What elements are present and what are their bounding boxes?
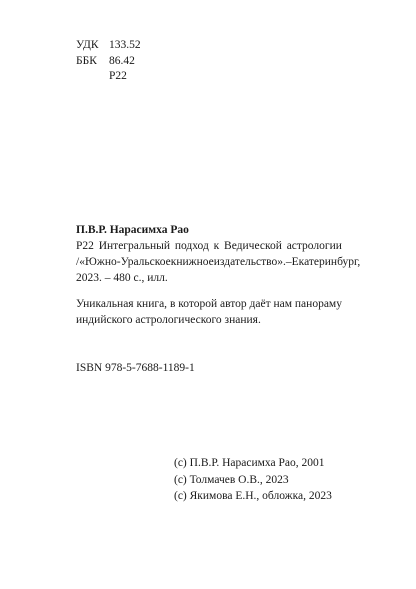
word: подход [174, 240, 209, 252]
udc-row [76, 38, 141, 54]
classification-block [76, 38, 141, 85]
bib-line [76, 254, 361, 270]
bibliographic-description [76, 238, 361, 286]
word: /«Южно-Уральское [76, 256, 171, 268]
author-sign-row [76, 69, 141, 85]
word: которой [178, 298, 218, 310]
bbk-value: 86.42 [109, 54, 135, 67]
bbk-label: ББК [76, 54, 97, 67]
author-heading: П.В.Р. Нарасимха Рао [76, 224, 189, 236]
bbk-row [76, 54, 141, 70]
word: книга, [136, 298, 168, 310]
word: – [285, 256, 292, 268]
author-sign-label [76, 69, 109, 85]
word: к [213, 240, 220, 252]
word: нам [273, 298, 293, 310]
bib-line: 2023. – 480 с., илл. [76, 272, 168, 284]
copyright-line: (c) П.В.Р. Нарасимха Рао, 2001 [174, 457, 325, 469]
annotation-line: индийского астрологического знания. [76, 314, 261, 326]
udc-label: УДК [76, 39, 99, 51]
word: Екатеринбург, [291, 256, 361, 268]
word: издательство». [213, 256, 286, 268]
annotation-line [76, 296, 342, 312]
copyright-block [174, 455, 332, 505]
annotation [76, 296, 342, 328]
word: автор [220, 298, 247, 310]
author-sign-value: Р22 [109, 70, 127, 82]
word: даёт [249, 298, 271, 310]
isbn: ISBN 978-5-7688-1189-1 [76, 362, 195, 374]
word: панораму [294, 298, 342, 310]
word: в [169, 298, 176, 310]
copyright-line: (c) Якимова Е.Н., обложка, 2023 [174, 490, 332, 502]
word: книжное [170, 256, 214, 268]
word: астрологии [286, 240, 342, 252]
udc-value: 133.52 [109, 39, 141, 51]
word: Ведической [224, 240, 282, 252]
word: Р22 [76, 240, 94, 252]
bib-line [76, 238, 342, 254]
copyright-line: (c) Толмачев О.В., 2023 [174, 473, 289, 486]
word: Интегральный [98, 240, 170, 252]
word: Уникальная [76, 298, 134, 310]
